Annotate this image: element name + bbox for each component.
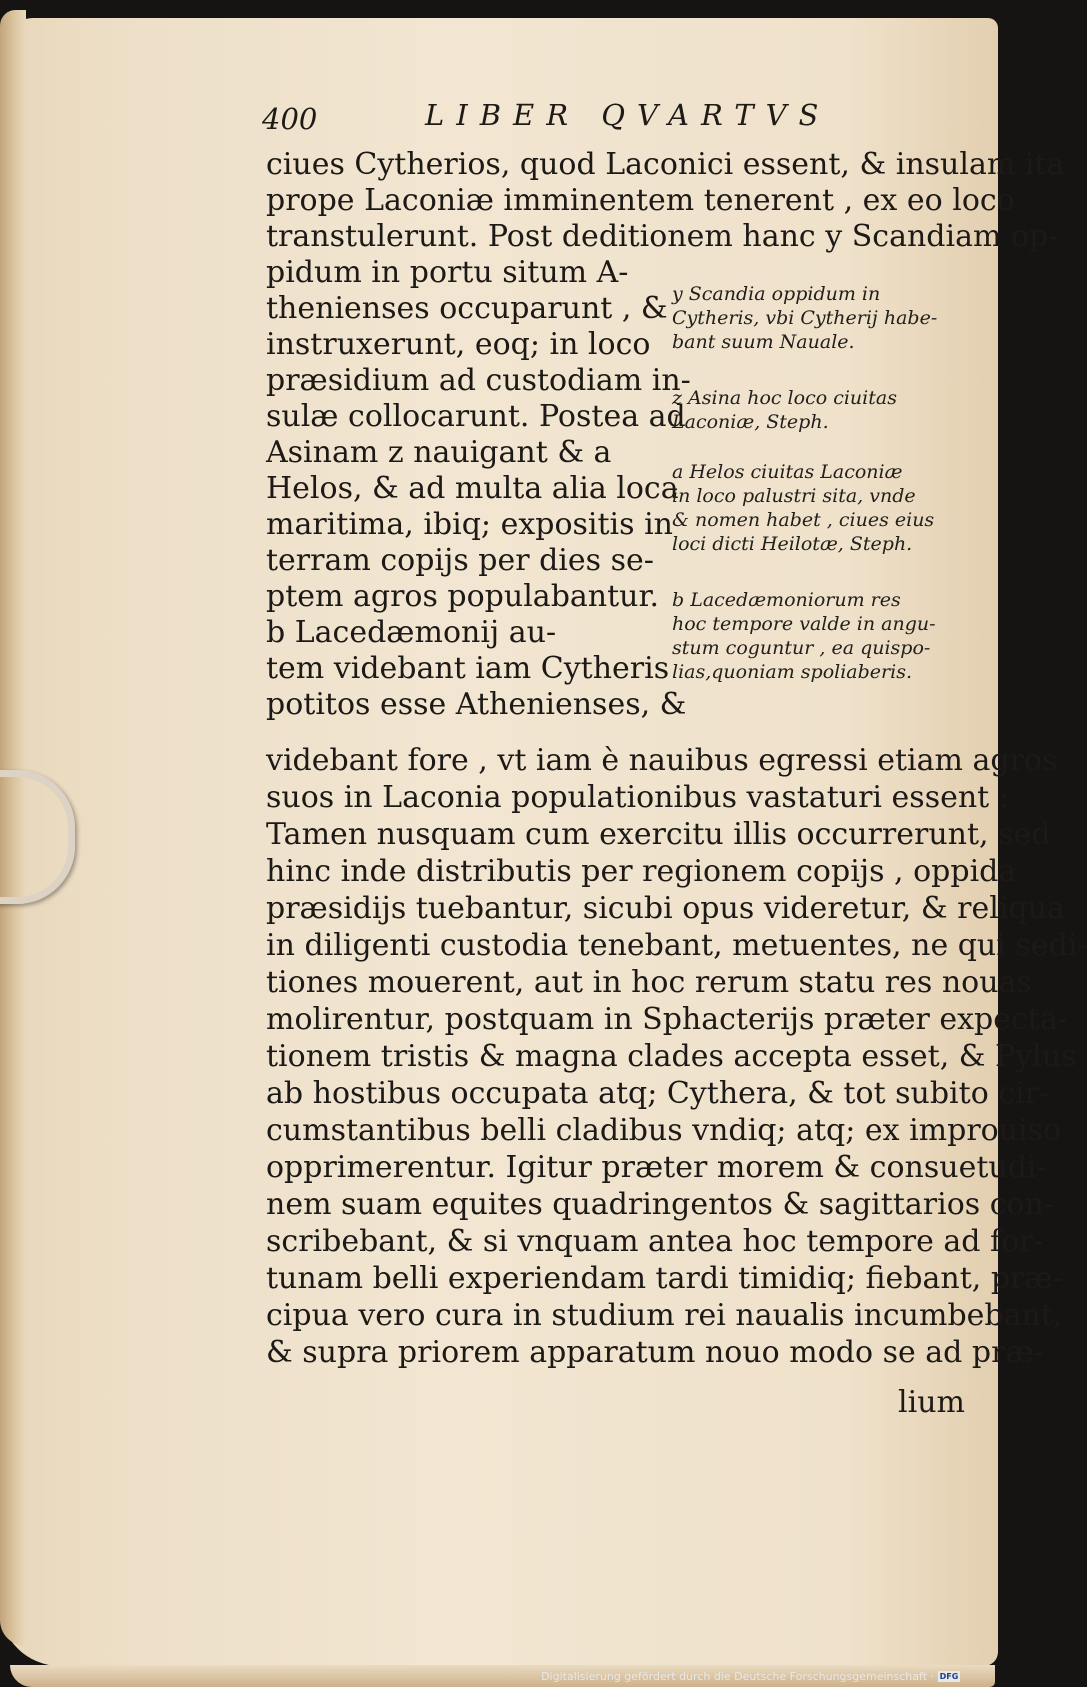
text-line: Helos, & ad multa alia loca	[266, 471, 679, 506]
text-line: maritima, ibiq; expositis in	[266, 507, 673, 542]
text-line: suos in Laconia populationibus vastaturi essent :	[266, 780, 1009, 815]
text-line: b Lacedæmonij au-	[266, 615, 557, 650]
marginal-note-line: a Helos ciuitas Laconiæ	[672, 461, 903, 483]
marginal-note-line: b Lacedæmoniorum res	[672, 589, 901, 611]
text-line: Asinam z nauigant & a	[266, 435, 612, 470]
text-line: & supra priorem apparatum nouo modo se ad præ-	[266, 1335, 1044, 1370]
text-line: tiones mouerent, aut in hoc rerum statu res nouas	[266, 965, 1032, 1000]
text-line: hinc inde distributis per regionem copijs , oppida	[266, 854, 1017, 889]
text-line: prope Laconiæ imminentem tenerent , ex eo loco	[266, 183, 1015, 218]
marginal-note-line: y Scandia oppidum in	[672, 283, 881, 305]
text-line: cipua vero cura in studium rei naualis incumbebant,	[266, 1298, 1063, 1333]
text-line: molirentur, postquam in Sphacterijs præter expecta-	[266, 1002, 1068, 1037]
marginal-note-line: Laconiæ, Steph.	[672, 411, 829, 433]
text-line: præsidijs tuebantur, sicubi opus videretur, & reliqua	[266, 891, 1065, 926]
text-line: nem suam equites quadringentos & sagittarios con-	[266, 1187, 1055, 1222]
text-line: ciues Cytherios, quod Laconici essent, & insulam ita	[266, 147, 1065, 182]
marginal-note-line: z Asina hoc loco ciuitas	[672, 387, 897, 409]
page-number: 400	[262, 102, 318, 136]
text-line: Tamen nusquam cum exercitu illis occurrerunt, sed	[266, 817, 1051, 852]
text-line: tem videbant iam Cytheris	[266, 651, 670, 686]
catchword: lium	[898, 1385, 965, 1420]
text-line: thenienses occuparunt , &	[266, 291, 668, 326]
marginal-note-line: Cytheris, vbi Cytherij habe-	[672, 307, 938, 329]
running-title: LIBER QVARTVS	[425, 98, 831, 132]
text-line: ab hostibus occupata atq; Cythera, & tot subito cir-	[266, 1076, 1050, 1111]
marginal-note-line: lias,quoniam spoliaberis.	[672, 661, 912, 683]
marginal-note-line: & nomen habet , ciues eius	[672, 509, 935, 531]
text-line: præsidium ad custodiam in-	[266, 363, 691, 398]
text-line: terram copijs per dies se-	[266, 543, 654, 578]
marginal-note-line: stum coguntur , ea quispo-	[672, 637, 931, 659]
text-line: transtulerunt. Post deditionem hanc y Scandiam op-	[266, 219, 1059, 254]
text-line: ptem agros populabantur.	[266, 579, 660, 614]
marginal-note-line: loci dicti Heilotæ, Steph.	[672, 533, 913, 555]
dfg-logo-icon: DFG	[939, 1672, 959, 1681]
text-line: potitos esse Athenienses, &	[266, 687, 687, 722]
marginal-note-line: in loco palustri sita, vnde	[672, 485, 916, 507]
marginal-note-line: hoc tempore valde in angu-	[672, 613, 936, 635]
marginal-note-line: bant suum Nauale.	[672, 331, 855, 353]
text-line: opprimerentur. Igitur præter morem & consuetudi-	[266, 1150, 1047, 1185]
text-line: videbant fore , vt iam è nauibus egressi etiam agros	[266, 743, 1058, 778]
text-line: scribebant, & si vnquam antea hoc tempore ad for-	[266, 1224, 1044, 1259]
text-line: cumstantibus belli cladibus vndiq; atq; ex improuiso	[266, 1113, 1062, 1148]
text-line: tionem tristis & magna clades accepta esset, & Pylus	[266, 1039, 1077, 1074]
digitization-credit	[541, 1670, 960, 1683]
text-line: pidum in portu situm A-	[266, 255, 629, 290]
text-line: sulæ collocarunt. Postea ad	[266, 399, 686, 434]
credit-text: Digitalisierung gefördert durch die Deutsche Forschungsgemeinschaft ·	[541, 1670, 934, 1683]
text-line: tunam belli experiendam tardi timidiq; fiebant, præ-	[266, 1261, 1063, 1296]
text-line: instruxerunt, eoq; in loco	[266, 327, 651, 362]
text-line: in diligenti custodia tenebant, metuentes, ne qui sedi-	[266, 928, 1087, 963]
